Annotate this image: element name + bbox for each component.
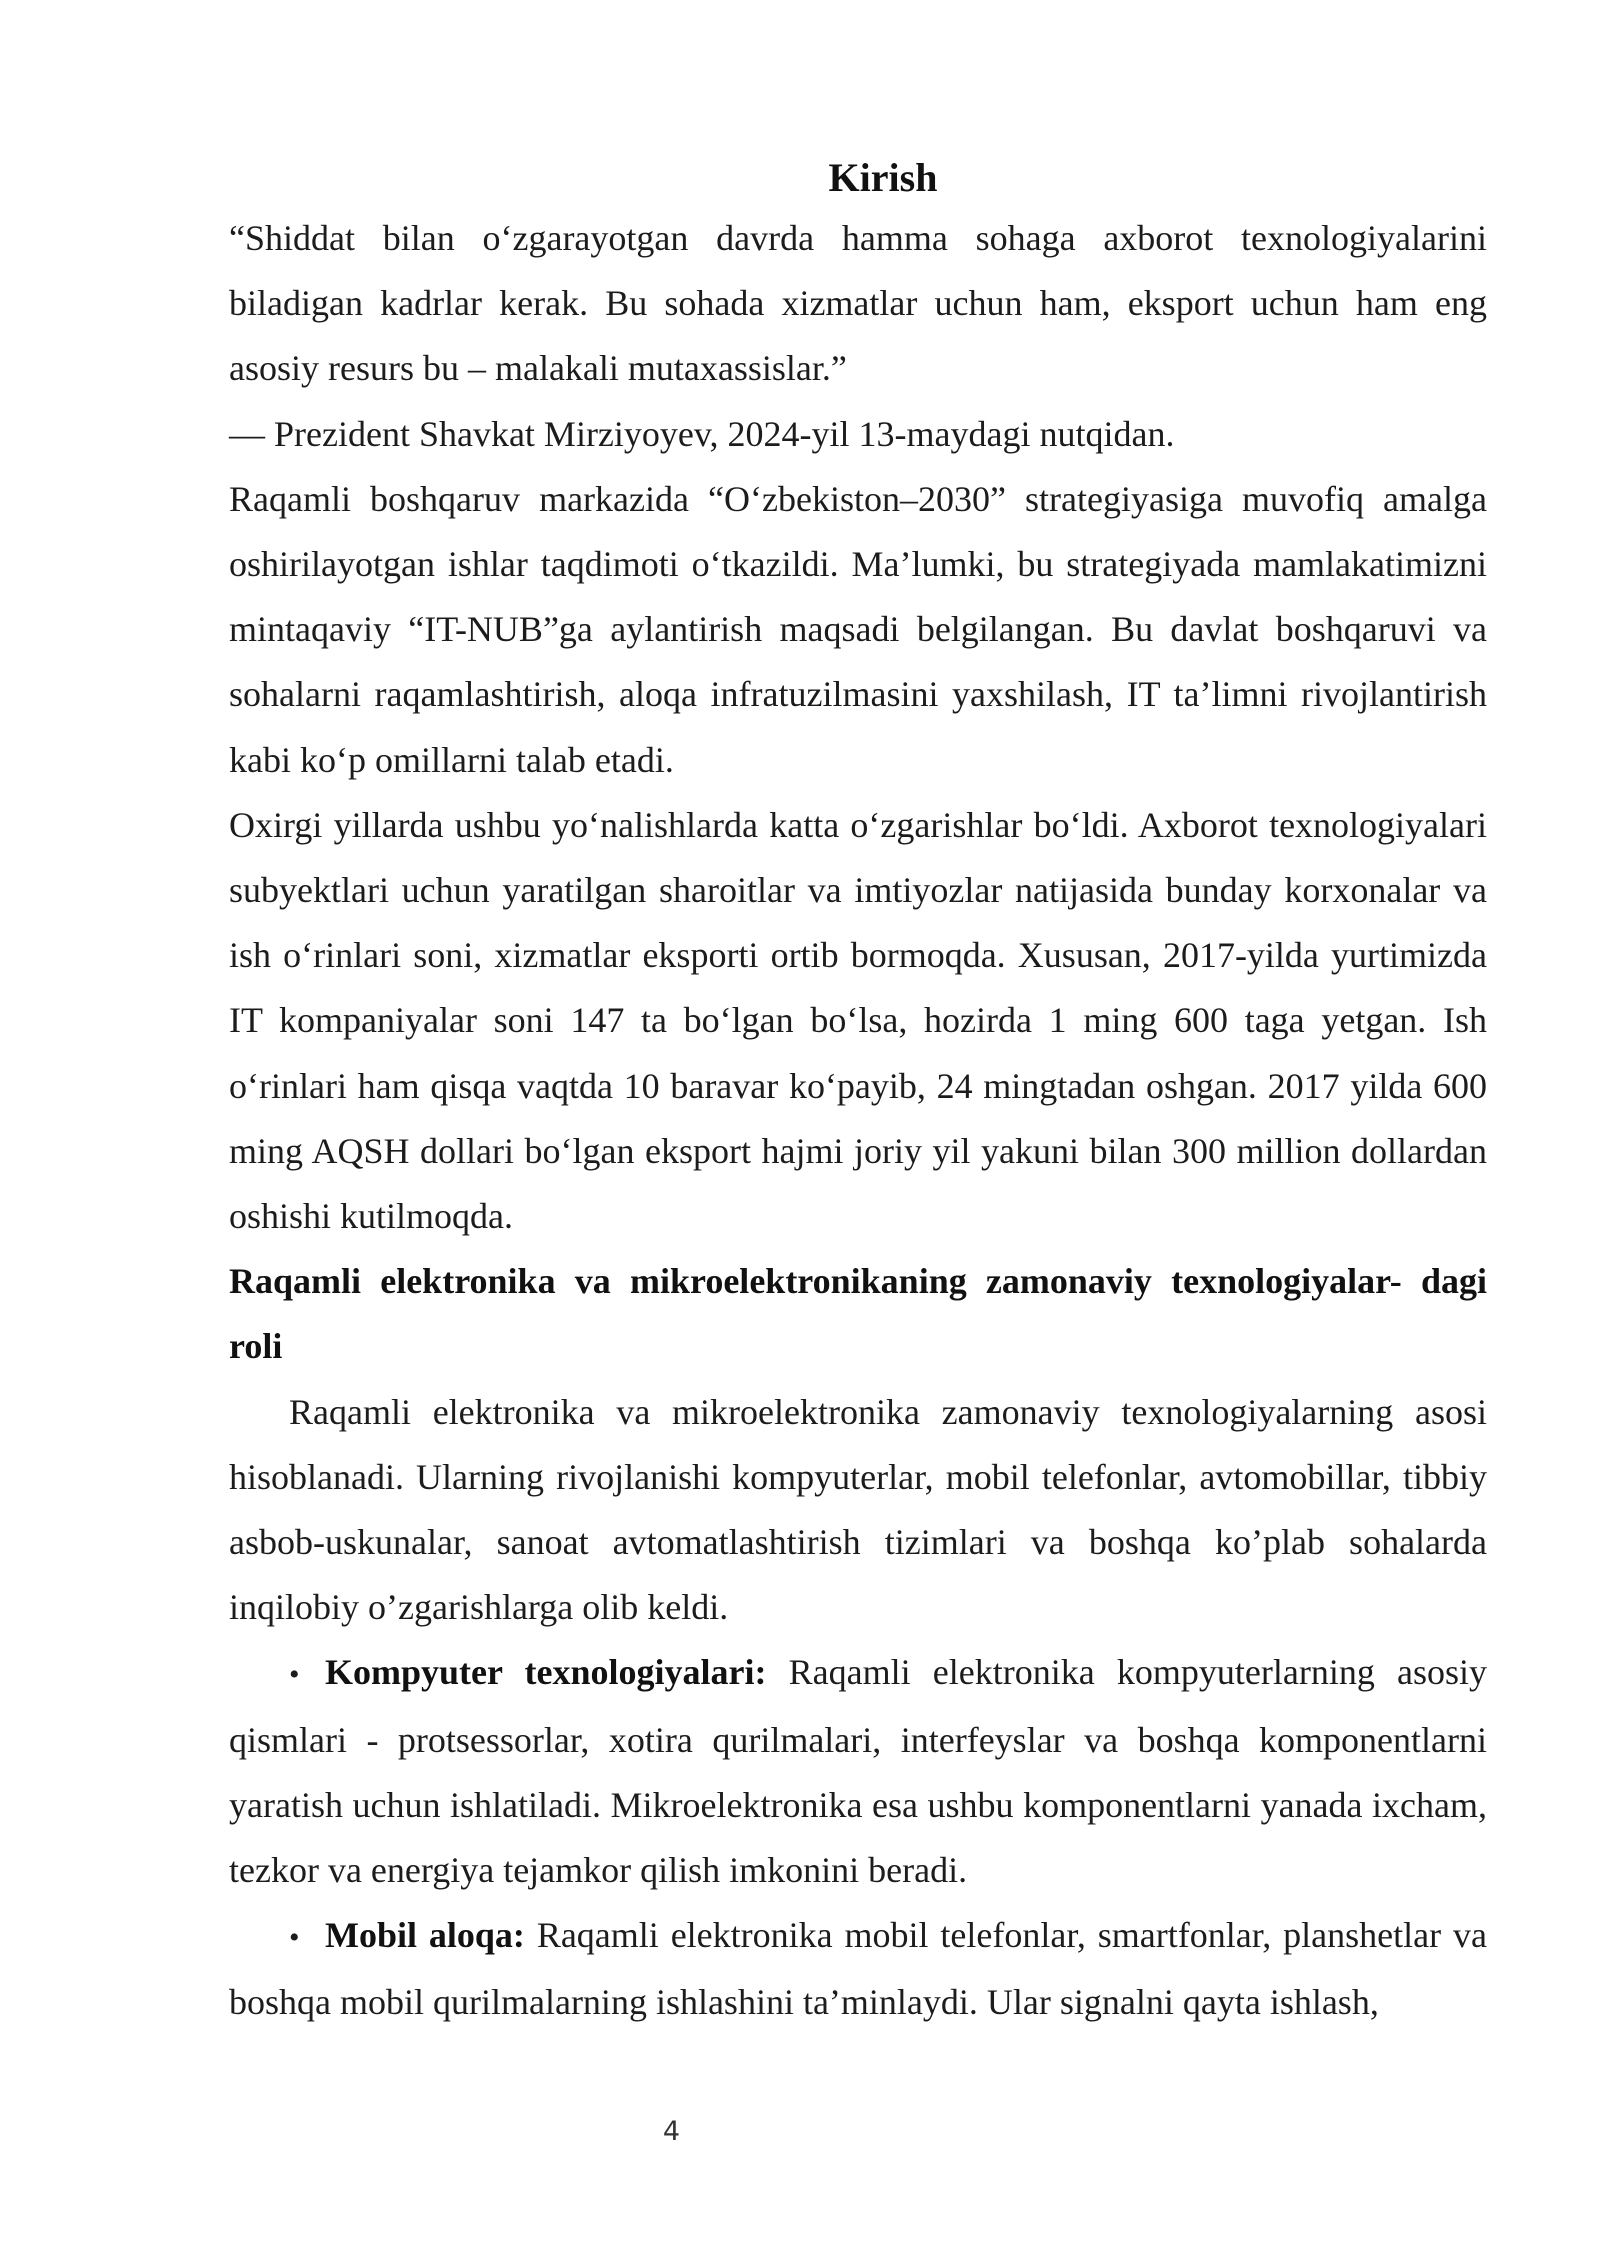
paragraph-it-growth: Oxirgi yillarda ushbu yo‘nalishlarda katta o‘zgarishlar bo‘ldi. Axborot texnologiyalari subyektlari uchun yaratilgan sharoitlar va imtiyozlar natijasida bunday korxonalar va ish o‘rinlari soni, xizmatlar eksporti ortib bormoqda. Xususan, 2017-yilda yurtimizda IT kompaniyalar soni 147 ta bo‘lgan bo‘lsa, hozirda 1 ming 600 taga yetgan. Ish o‘rinlari ham qisqa vaqtda 10 baravar ko‘payib, 24 mingtadan oshgan. 2017 yilda 600 ming AQSH dollari bo‘lgan eksport hajmi joriy yil yakuni bilan 300 million dollardan oshishi kutilmoqda.: [229, 804, 1487, 1237]
page-number: 4: [662, 2116, 681, 2147]
bullet-term: Kompyuter texnologiyalari:: [325, 1652, 767, 1693]
bullet-item-computers: [229, 1640, 1487, 1903]
page-content: [229, 150, 1487, 2036]
quote-attribution: — Prezident Shavkat Mirziyoyev, 2024-yil 13-maydagi nutqidan.: [229, 413, 1175, 454]
page-title: Kirish: [828, 155, 938, 200]
bullet-text: Raqamli elektronika mobil telefonlar, smartfonlar, planshetlar va boshqa mobil qurilmalarning ishlashini ta’minlaydi. Ular signalni qayta ishlash,: [229, 1915, 1487, 2023]
bullet-text: Raqamli elektronika kompyuterlarning asosiy qismlari - protsessorlar, xotira qurilmalari, interfeyslar va boshqa komponentlarni yaratish uchun ishlatiladi. Mikroelektronika esa ushbu komponentlarni yanada ixcham, tezkor va energiya tejamkor qilish imkonini beradi.: [229, 1652, 1487, 1891]
section-heading: Raqamli elektronika va mikroelektronikaning zamonaviy texnologiyalar- dagi roli: [229, 1261, 1487, 1367]
bullet-icon: •: [289, 1658, 300, 1692]
paragraph-strategy: Raqamli boshqaruv markazida “O‘zbekiston–2030” strategiyasiga muvofiq amalga oshirilayotgan ishlar taqdimoti o‘tkazildi. Ma’lumki, bu strategiyada mamlakatimizni mintaqaviy “IT-NUB”ga aylantirish maqsadi belgilangan. Bu davlat boshqaruvi va sohalarni raqamlashtirish, aloqa infratuzilmasini yaxshilash, IT ta’limni rivojlantirish kabi ko‘p omillarni talab etadi.: [229, 478, 1487, 780]
paragraph-electronics: Raqamli elektronika va mikroelektronika zamonaviy texnologiyalarning asosi hisoblanadi. Ularning rivojlanishi kompyuterlar, mobil telefonlar, avtomobillar, tibbiy asbob-uskunalar, sanoat avtomatlashtirish tizimlari va boshqa ko’plab sohalarda inqilobiy o’zgarishlarga olib keldi.: [229, 1391, 1487, 1628]
bullet-item-mobile: [229, 1903, 1487, 2035]
quote-text: “Shiddat bilan o‘zgarayotgan davrda hamma sohaga axborot texnologiyalarini biladigan kadrlar kerak. Bu sohada xizmatlar uchun ham, eksport uchun ham eng asosiy resurs bu – malakali mutaxassislar.”: [229, 218, 1487, 389]
bullet-term: Mobil aloqa:: [325, 1915, 525, 1956]
bullet-icon: •: [289, 1921, 300, 1955]
